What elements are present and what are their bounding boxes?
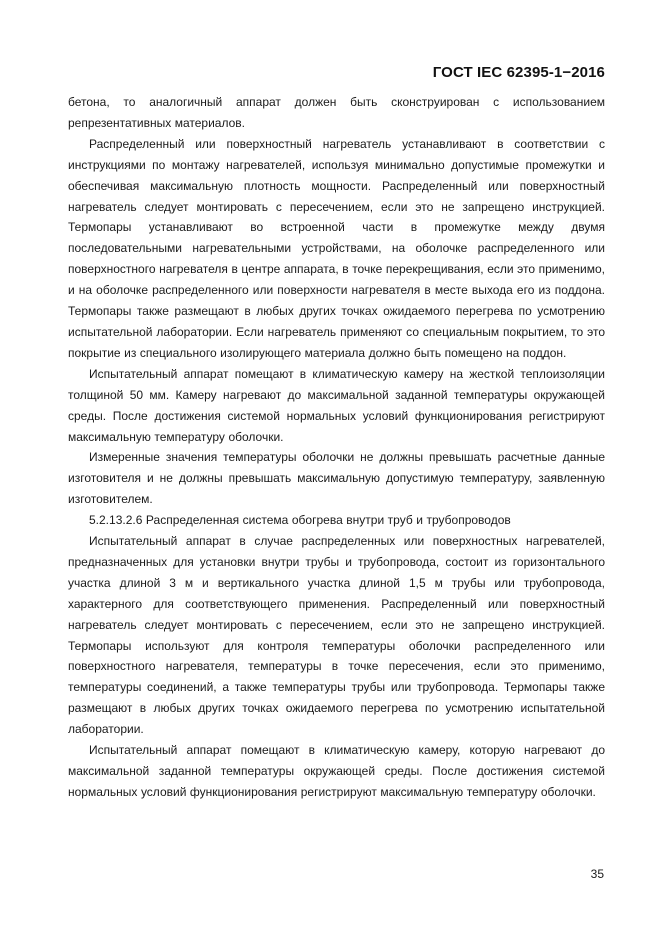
document-body	[68, 92, 605, 803]
paragraph-pipe-apparatus: Испытательный аппарат в случае распределенных или поверхностных нагревателей, предназначенных для установки внутри трубы и трубопровода, состоит из горизонтального участка длиной 3 м и вертикального участка длиной 1,5 м трубы или трубопровода, характерного для соответствующего применения. Распределенный или поверхностный нагреватель следует монтировать с пересечением, если это не запрещено инструкцией. Термопары используют для контроля температуры оболочки распределенного или поверхностного нагревателя, температуры в точке пересечения, если это применимо, температуры соединений, а также температуры трубы или трубопровода. Термопары также размещают в любых других точках ожидаемого перегрева по усмотрению испытательной лаборатории.	[68, 534, 605, 737]
paragraph-continuation: бетона, то аналогичный аппарат должен быть сконструирован с использованием репрезентативных материалов.	[68, 95, 605, 130]
page-number: 35	[590, 867, 604, 881]
section-heading-5-2-13-2-6: 5.2.13.2.6 Распределенная система обогрева внутри труб и трубопроводов	[89, 513, 511, 528]
paragraph-heater-installation: Распределенный или поверхностный нагреватель устанавливают в соответствии с инструкциями по монтажу нагревателей, используя минимально допустимые промежутки и обеспечивая максимальную плотность мощности. Распределенный или поверхностный нагреватель следует монтировать с пересечением, если это не запрещено инструкцией. Термопары устанавливают во встроенной части в промежутке между двумя последовательными нагревательными устройствами, на оболочке распределенного или поверхностного нагревателя в центре аппарата, в точке перекрещивания, если это применимо, и на оболочке распределенного или поверхности нагревателя в месте выхода его из поддона. Термопары также размещают в любых других точках ожидаемого перегрева по усмотрению испытательной лаборатории. Если нагреватель применяют со специальным покрытием, то это покрытие из специального изолирующего материала должно быть помещено на поддон.	[68, 136, 605, 360]
standard-header: ГОСТ IEC 62395-1−2016	[432, 64, 605, 81]
paragraph-measured-values: Измеренные значения температуры оболочки не должны превышать расчетные данные изготовителя и не должны превышать максимальную допустимую температуру, заявленную изготовителем.	[68, 450, 605, 507]
paragraph-chamber-heating: Испытательный аппарат помещают в климатическую камеру, которую нагревают до максимальной заданной температуры окружающей среды. После достижения системой нормальных условий функционирования регистрируют максимальную температуру оболочки.	[68, 743, 605, 799]
paragraph-climate-chamber: Испытательный аппарат помещают в климатическую камеру на жесткой теплоизоляции толщиной 50 мм. Камеру нагревают до максимальной заданной температуры окружающей среды. После достижения системой нормальных условий функционирования регистрируют максимальную температуру оболочки.	[68, 366, 605, 444]
